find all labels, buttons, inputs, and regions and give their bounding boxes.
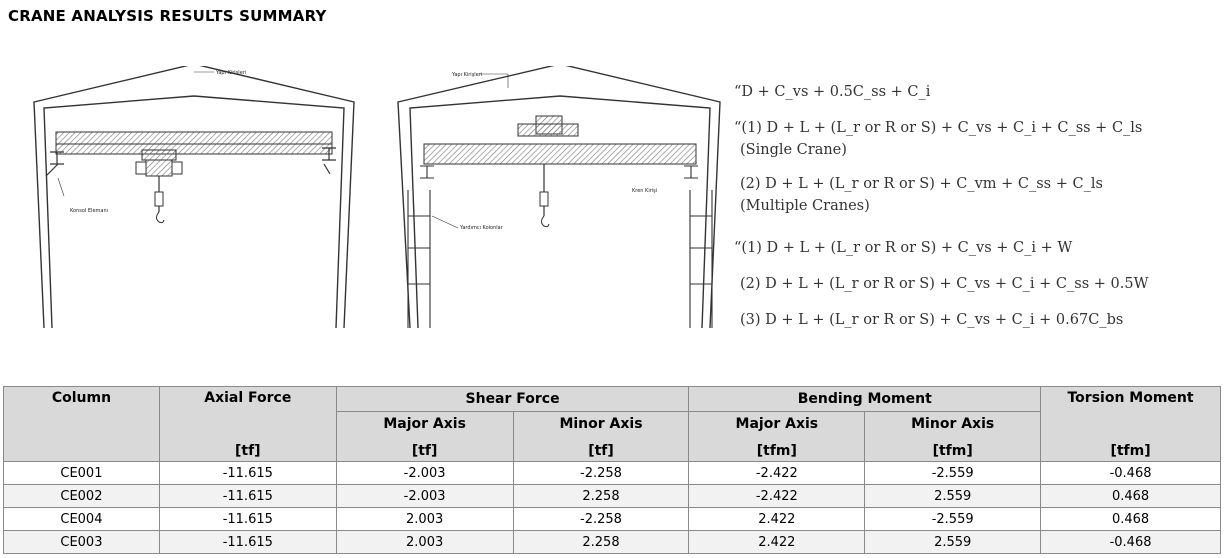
header-axial-force: Axial Force — [159, 387, 336, 437]
table-row — [4, 485, 1221, 508]
left-bracket — [46, 152, 64, 176]
cell-shear-minor: 2.258 — [513, 531, 689, 554]
cell-torsion: -0.468 — [1041, 531, 1221, 554]
cell-shear-major: -2.003 — [336, 462, 513, 485]
hook — [540, 164, 549, 227]
unit-bending-minor: [tfm] — [865, 437, 1041, 462]
cell-shear-major: 2.003 — [336, 531, 513, 554]
right-aux-column — [684, 166, 712, 328]
trolley-hoist — [136, 150, 182, 223]
cell-column: CE001 — [4, 462, 160, 485]
roof-beam-label: Yapı Kirişleri — [216, 70, 247, 76]
header-bending-major: Major Axis — [689, 412, 865, 437]
crane-bridge — [424, 144, 696, 164]
unit-bending-major: [tfm] — [689, 437, 865, 462]
formula-2-note: (Single Crane) — [740, 142, 847, 158]
cell-torsion: -0.468 — [1041, 462, 1221, 485]
cell-shear-major: 2.003 — [336, 508, 513, 531]
cell-shear-minor: 2.258 — [513, 485, 689, 508]
cell-torsion: 0.468 — [1041, 508, 1221, 531]
cell-axial: -11.615 — [159, 485, 336, 508]
table-row — [4, 508, 1221, 531]
cell-column: CE002 — [4, 485, 160, 508]
cell-column: CE003 — [4, 531, 160, 554]
header-shear-minor: Minor Axis — [513, 412, 689, 437]
crane-column-figure — [394, 66, 724, 332]
formula-4: “(1) D + L + (L_r or R or S) + C_vs + C_i + W — [734, 240, 1073, 256]
cell-column: CE004 — [4, 508, 160, 531]
cell-bending-major: -2.422 — [689, 485, 865, 508]
bracket-label: Konsol Elemanı — [70, 208, 109, 214]
unit-axial: [tf] — [159, 437, 336, 462]
header-bending-minor: Minor Axis — [865, 412, 1041, 437]
cell-bending-minor: -2.559 — [865, 462, 1041, 485]
unit-torsion: [tfm] — [1041, 437, 1221, 462]
left-aux-column — [408, 166, 434, 328]
table-row — [4, 462, 1221, 485]
cell-bending-major: 2.422 — [689, 508, 865, 531]
header-shear-major: Major Axis — [336, 412, 513, 437]
formula-3: (2) D + L + (L_r or R or S) + C_vm + C_ss + C_ls — [740, 176, 1103, 192]
crane-bracket-figure — [28, 66, 358, 332]
formula-2: “(1) D + L + (L_r or R or S) + C_vs + C_i + C_ss + C_ls — [734, 120, 1143, 136]
cell-bending-minor: 2.559 — [865, 531, 1041, 554]
header-column: Column — [4, 387, 160, 462]
header-bending-moment: Bending Moment — [689, 387, 1041, 412]
crane-bridge — [56, 132, 332, 154]
cell-shear-major: -2.003 — [336, 485, 513, 508]
formula-3-note: (Multiple Cranes) — [740, 198, 870, 214]
cell-axial: -11.615 — [159, 531, 336, 554]
cell-torsion: 0.468 — [1041, 485, 1221, 508]
results-table — [3, 386, 1221, 554]
header-torsion-moment: Torsion Moment — [1041, 387, 1221, 437]
unit-shear-major: [tf] — [336, 437, 513, 462]
trolley — [518, 116, 578, 136]
frame-outline — [398, 66, 720, 328]
cell-bending-major: -2.422 — [689, 462, 865, 485]
cell-axial: -11.615 — [159, 508, 336, 531]
roof-beam-label: Yapı Kirişleri — [452, 72, 483, 78]
cell-bending-minor: -2.559 — [865, 508, 1041, 531]
cell-bending-major: 2.422 — [689, 531, 865, 554]
aux-column-label: Yardımcı Kolonlar — [460, 225, 503, 231]
cell-bending-minor: 2.559 — [865, 485, 1041, 508]
cell-axial: -11.615 — [159, 462, 336, 485]
cell-shear-minor: -2.258 — [513, 462, 689, 485]
rail-beam-label: Kren Kirişi — [632, 188, 658, 194]
table-row — [4, 531, 1221, 554]
formula-5: (2) D + L + (L_r or R or S) + C_vs + C_i + C_ss + 0.5W — [740, 276, 1149, 292]
header-shear-force: Shear Force — [336, 387, 689, 412]
frame-outline — [34, 66, 354, 328]
formula-6: (3) D + L + (L_r or R or S) + C_vs + C_i + 0.67C_bs — [740, 312, 1124, 328]
formula-1: “D + C_vs + 0.5C_ss + C_i — [734, 84, 931, 100]
cell-shear-minor: -2.258 — [513, 508, 689, 531]
page-title: CRANE ANALYSIS RESULTS SUMMARY — [8, 7, 327, 25]
unit-shear-minor: [tf] — [513, 437, 689, 462]
